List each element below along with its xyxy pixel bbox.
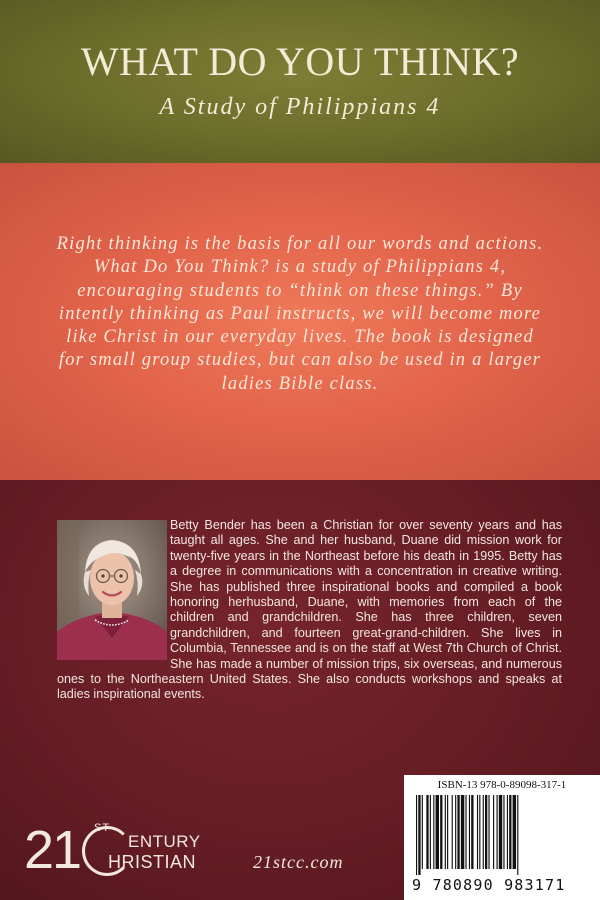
isbn-barcode-box: [404, 775, 600, 900]
logo-number: 21: [24, 820, 81, 880]
author-bio: [57, 518, 562, 703]
publisher-logo: [24, 820, 224, 880]
publisher-website: 21stcc.com: [253, 852, 344, 872]
logo-century-text: ENTURY: [128, 832, 201, 851]
logo-superscript: ST: [94, 822, 111, 834]
barcode-digits: 9 780890 983171: [412, 876, 566, 894]
book-title: WHAT DO YOU THINK?: [80, 39, 520, 84]
book-blurb: Right thinking is the basis for all our words and actions. What Do You Think? is a study of Philippians 4, encouraging students to “think on these things.” By intently thinking as Paul instructs, we will become more like Christ in our everyday lives. The book is designed for small group studies, but can also be used in a larger ladies Bible class.: [56, 234, 544, 394]
author-bio-text: Betty Bender has been a Christian for over seventy years and has taught all ages. She and her husband, Duane did mission work for twenty-five years in the Northeast before his death in 1995. Betty has a degree in communications with a concentration in creative writing. She has published three inspirational books and compiled a book honoring herhusband, Duane, with memories from each of the children and grandchildren. She has three children, seven grandchildren, and fourteen great-grand-children. She lives in Columbia, Tennessee and is on the staff at West 7th Church of Christ. She has made a number of mission trips, six overseas, and numerous ones to the Northeastern United States. She also conducts workshops and speaks at ladies inspirational events.: [57, 518, 562, 702]
isbn-number: ISBN-13 978-0-89098-317-1: [437, 779, 567, 791]
book-subtitle: A Study of Philippians 4: [159, 94, 441, 120]
photo-spacer: [57, 518, 170, 661]
barcode-bars-icon: [416, 795, 588, 875]
logo-christian-text: HRISTIAN: [108, 852, 197, 872]
